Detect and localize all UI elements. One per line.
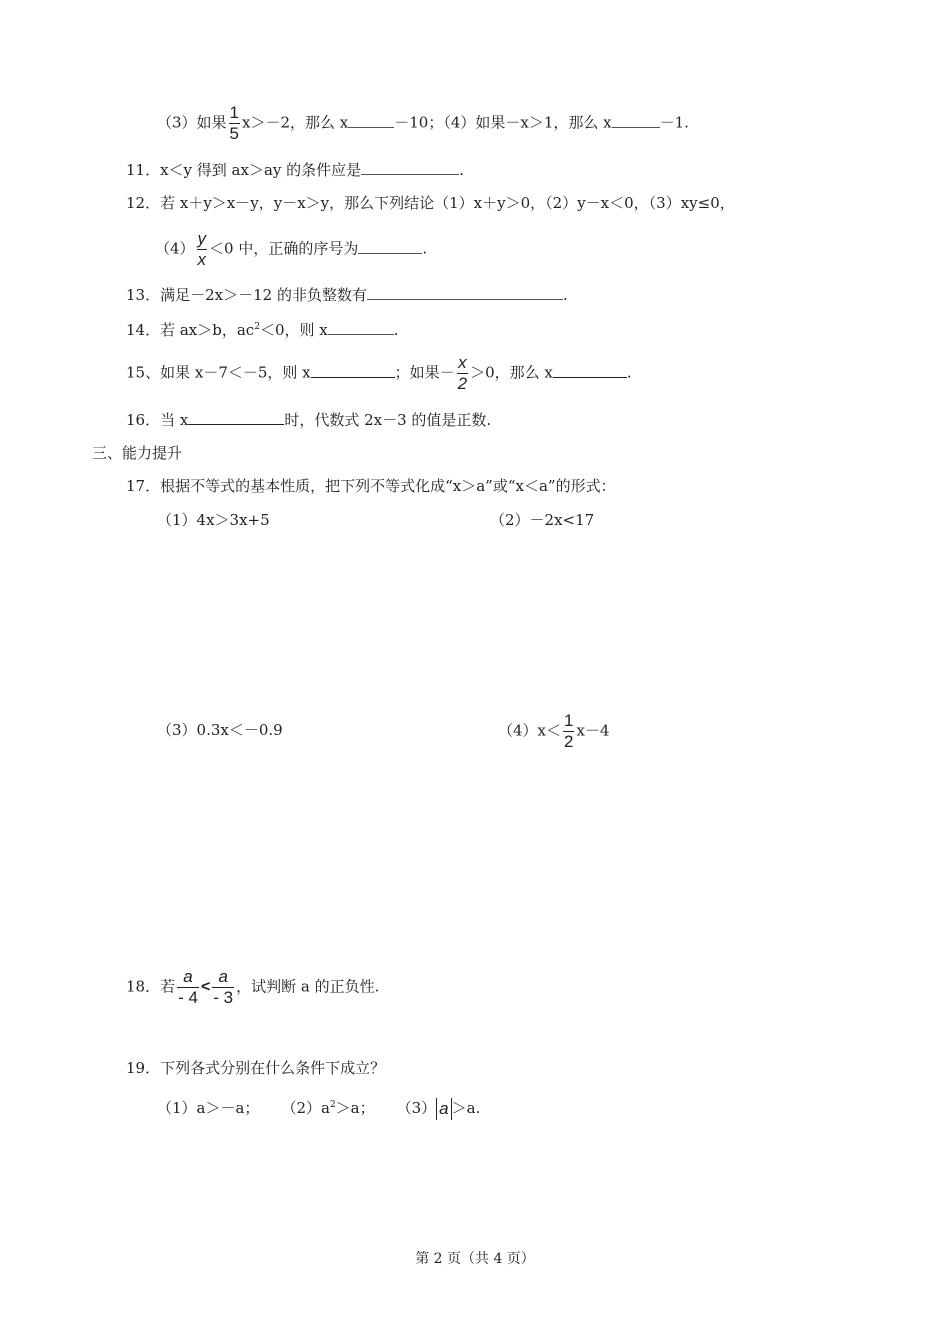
question-19: 19．下列各式分别在什么条件下成立？	[126, 1059, 386, 1077]
section-heading: 三、能力提升	[92, 444, 183, 462]
q10-sub3-label: （3）如果	[157, 113, 227, 132]
question-16: 16．当 x 时，代数式 2x－3 的值是正数.	[126, 411, 492, 429]
q17-sub1: （1）4x＞3x+5	[157, 511, 270, 529]
answer-blank[interactable]	[553, 363, 627, 378]
fraction-one-fifth: $\frac{1}{5}$	[229, 103, 240, 143]
answer-blank[interactable]	[311, 363, 395, 378]
fraction-x-over-2: $\frac{x}{2}$	[457, 353, 468, 393]
question-11: 11．x＜y 得到 ax＞ay 的条件应是 .	[126, 161, 464, 179]
page-footer: 第 2 页（共 4 页）	[415, 1251, 535, 1267]
answer-blank[interactable]	[328, 320, 394, 335]
q19-subitems: （1）a＞－a； $(2)a^2>a$； （3） a ＞a.	[157, 1099, 481, 1118]
question-18: 18．若 $\frac{a}{- 4}$ < $\frac{a}{- 3}$ ，试判断 a 的正负性.	[126, 967, 380, 1007]
question-12: 12．若 x＋y＞x－y，y－x＞y，那么下列结论（1）x＋y＞0，（2）y－x＜0，（3）xy≤0，	[126, 194, 735, 212]
q17-sub3: （3）0.3x＜－0.9	[157, 721, 283, 739]
q17-sub4: （4）x＜ $\frac{1}{2}$ x－4	[498, 711, 610, 751]
question-15: 15、如果 x－7＜－5，则 x ；如果－ $\frac{x}{2}$ ＞0，那么 x .	[126, 353, 632, 393]
fraction-a-over-neg4: $\frac{a}{- 4}$	[178, 967, 198, 1007]
question-14: 14．若 ax＞b，$ac^2<0$，则 x .	[126, 321, 399, 339]
question-12-cont: （4） $\frac{y}{x}$ ＜0 中，正确的序号为 .	[155, 229, 428, 269]
answer-blank[interactable]	[188, 410, 284, 425]
fraction-y-over-x: $\frac{y}{x}$	[197, 229, 207, 269]
question-17: 17．根据不等式的基本性质，把下列不等式化成“x＞a”或“x＜a”的形式：	[126, 477, 616, 495]
answer-blank[interactable]	[612, 113, 660, 128]
absolute-value-a: a	[436, 1098, 451, 1120]
answer-blank[interactable]	[361, 160, 459, 175]
answer-blank[interactable]	[367, 285, 563, 300]
question-13: 13．满足－2x＞－12 的非负整数有 .	[126, 286, 568, 304]
q17-sub2: （2）－2x<17	[490, 511, 595, 529]
answer-blank[interactable]	[358, 239, 422, 254]
fraction-a-over-neg3: $\frac{a}{- 3}$	[213, 967, 234, 1007]
answer-blank[interactable]	[348, 113, 394, 128]
q10-subitems-line: （3）如果 $\frac{1}{5}$ x＞－2，那么 x －10；（4）如果－x＞1，那么 x －1.	[157, 103, 689, 143]
fraction-one-half: $\frac{1}{2}$	[564, 711, 574, 751]
